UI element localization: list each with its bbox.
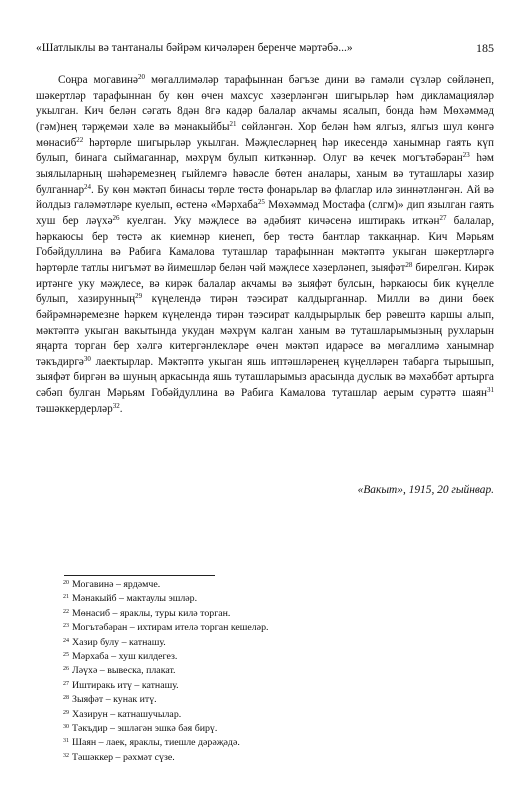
footnote-number: 23 (63, 623, 69, 630)
text-run: Мөхәммәд Мостафа (слгм)» дип язылган гаять хуш бер ләүхә (36, 199, 494, 227)
text-run: һәм зыялыларның шәһәремезнең гыйлемгә һәвәсле бөтен аналары, ханым вә туташлары хазир булганнар (36, 152, 495, 196)
footnote-ref: 20 (138, 73, 146, 81)
footnote-ref: 22 (76, 135, 84, 144)
footnote-ref: 30 (83, 354, 91, 363)
footnote-number: 24 (63, 637, 69, 644)
footnote (63, 636, 483, 650)
footnote-text: Хазирун – катнашучылар. (72, 708, 182, 720)
footnote-text: Тәшәккер – рәхмәт сүзе. (72, 751, 175, 763)
footnote-number: 22 (63, 608, 69, 615)
footnote-text: Ләүхә – вывеска, плакат. (72, 665, 176, 677)
running-title: «Шатлыклы вә тантаналы бәйрәм кичәләрен беренче мәртәбә...» (36, 42, 353, 54)
footnote-number: 31 (63, 738, 69, 745)
footnote (63, 708, 483, 722)
text-run: күңелендә тирән тәэсират калдырганнар. Милли вә дини бөек бәйрәмнәремезне һәркем күңелендә тирән тәэсират калдырырлык бер рәвештә каршы алып, мәктәптә укыган вакытында укудан мәхрүм калган ханым вә туташларымызның рухларын яңарта торган бер хәлгә китергәнлекләре өчен мәктәп идарәсе вә мөгаллимә ханымнар тәкъдиргә (36, 293, 495, 368)
footnote (63, 693, 483, 707)
text-run: балалар, һәркаюсы бер төстә ак киемнәр киенеп, бер төстә бантлар таккаңнар. Кич Мәрьям Гобәйдуллина вә Рабига Камалова туташлар тарафыннан мәктәптә укыган шәкертләргә һәртөрле татлы нигъмәт вә йимешләр белән чәй мәҗлесе хәзерләнеп, зыяфәт (36, 214, 495, 274)
footnote-text: Иштиракь итү – катнашу. (72, 679, 179, 691)
footnote (63, 607, 483, 621)
text-run: бирелгән. Кирәк иртәнге уку мәҗлесе, вә кирәк балалар акчамы вә зыяфәт булсын, һәркаюсы бик күңелле булып, хазирунның (36, 261, 494, 306)
footnote (63, 650, 483, 664)
footnote-number: 21 (63, 594, 69, 601)
footnote-number: 28 (63, 695, 69, 702)
footnote-separator (64, 575, 215, 576)
page-number: 185 (476, 41, 494, 55)
text-run: куелган. Уку мәҗлесе вә әдәбият кичәсенә иштиракь иткән (119, 214, 440, 227)
footnote-ref: 32 (112, 401, 120, 410)
text-run: . (119, 402, 123, 415)
text-run: Соңра могавинә (58, 74, 139, 86)
footnote-number: 26 (63, 666, 69, 673)
footnote-text: Мәнакыйб – мактаулы эшләр. (72, 593, 198, 605)
footnote-number: 32 (63, 752, 69, 759)
text-run: мөгаллимәләр тарафыннан бәгъзе дини вә гамәли сүзләр сөйләнеп, шәкертләр тарафыннан бу көн өчен махсус хәзерләнгән шигырьләр һәм дикламацияләр укылган. Кич белән сәгать 8дән 8гә кадәр балалар акчамы ясалып, бонда һәм Мөхәммәд (гәм)нең тәрҗемәи хәле вә мәнакыйбы (36, 74, 494, 133)
footnote-number: 30 (63, 724, 69, 731)
footnote-text: Шаян – лаек, яраклы, тиешле дәрәҗәдә. (72, 737, 240, 749)
footnote-number: 27 (63, 680, 69, 687)
footnotes (63, 578, 483, 765)
footnote (63, 736, 483, 750)
source-citation: «Вакыт», 1915, 20 гыйнвар. (357, 484, 494, 496)
footnote-text: Могътәбәран – ихтирам ителә торган кешеләр. (72, 622, 269, 634)
footnote-ref: 26 (112, 213, 120, 222)
footnote-number: 25 (63, 652, 69, 659)
footnote-text: Мөнасиб – яраклы, туры килә торган. (72, 607, 231, 619)
main-text (36, 73, 494, 417)
footnote (63, 679, 483, 693)
footnote-text: Хазир булу – катнашу. (72, 636, 166, 648)
footnote-ref: 29 (135, 292, 143, 301)
footnote-ref: 25 (257, 198, 265, 207)
footnote-number: 29 (63, 709, 69, 716)
body-paragraph (36, 73, 494, 417)
footnote-ref: 27 (439, 213, 447, 222)
footnote-ref: 23 (462, 151, 470, 160)
footnote (63, 751, 483, 765)
text-run: сөйләнгән. Хор белән һәм ялгыз, ялгыз шул көнгә мөнасиб (36, 120, 495, 149)
text-run: лаектырлар. Мәктәптә укыган яшь иптәшләренең күңелләрен табарга тырышып, зыяфәт биргән вә шуның аркасында яшь туташларымыз арасында дуслык вә мәхәббәт артырга сәбәп булган Мәрьям Гобәйдуллина вә Рабига Камалова туташлар аерым сурәттә шаян (36, 355, 494, 400)
footnote-ref: 21 (229, 119, 237, 128)
footnote (63, 592, 483, 606)
footnote-ref: 28 (405, 260, 413, 269)
footnote (63, 722, 483, 736)
footnote (63, 621, 483, 635)
footnote-number: 20 (63, 580, 69, 586)
footnote-text: Зыяфәт – кунак итү. (72, 694, 157, 706)
text-run: . Бу көн мәктәп бинасы төрле төстә фонарьлар вә флаглар илә зиннәтләнгән. Ай вә йолдыз галәмәтләре куелып, өстенә «Мәрхаба (36, 183, 494, 212)
text-run: тәшәккердерләр (36, 402, 113, 415)
footnote (63, 578, 483, 592)
footnote (63, 664, 483, 678)
footnote-text: Могавинә – ярдәмче. (72, 579, 161, 590)
footnote-ref: 31 (487, 386, 494, 395)
footnote-text: Мәрхаба – хуш килдегез. (72, 651, 178, 663)
text-run: һәртөрле шигырьләр укылган. Мәҗлесләрнең һәр икесендә ханымнар гаять күп булып, бинага сыймаганнар, мәхрүм булып киткәннәр. Олуг вә кечек могътәбәран (36, 136, 494, 165)
footnote-ref: 24 (84, 182, 92, 191)
footnote-text: Тәкъдир – эшләгән эшкә бәя бирү. (72, 723, 218, 735)
